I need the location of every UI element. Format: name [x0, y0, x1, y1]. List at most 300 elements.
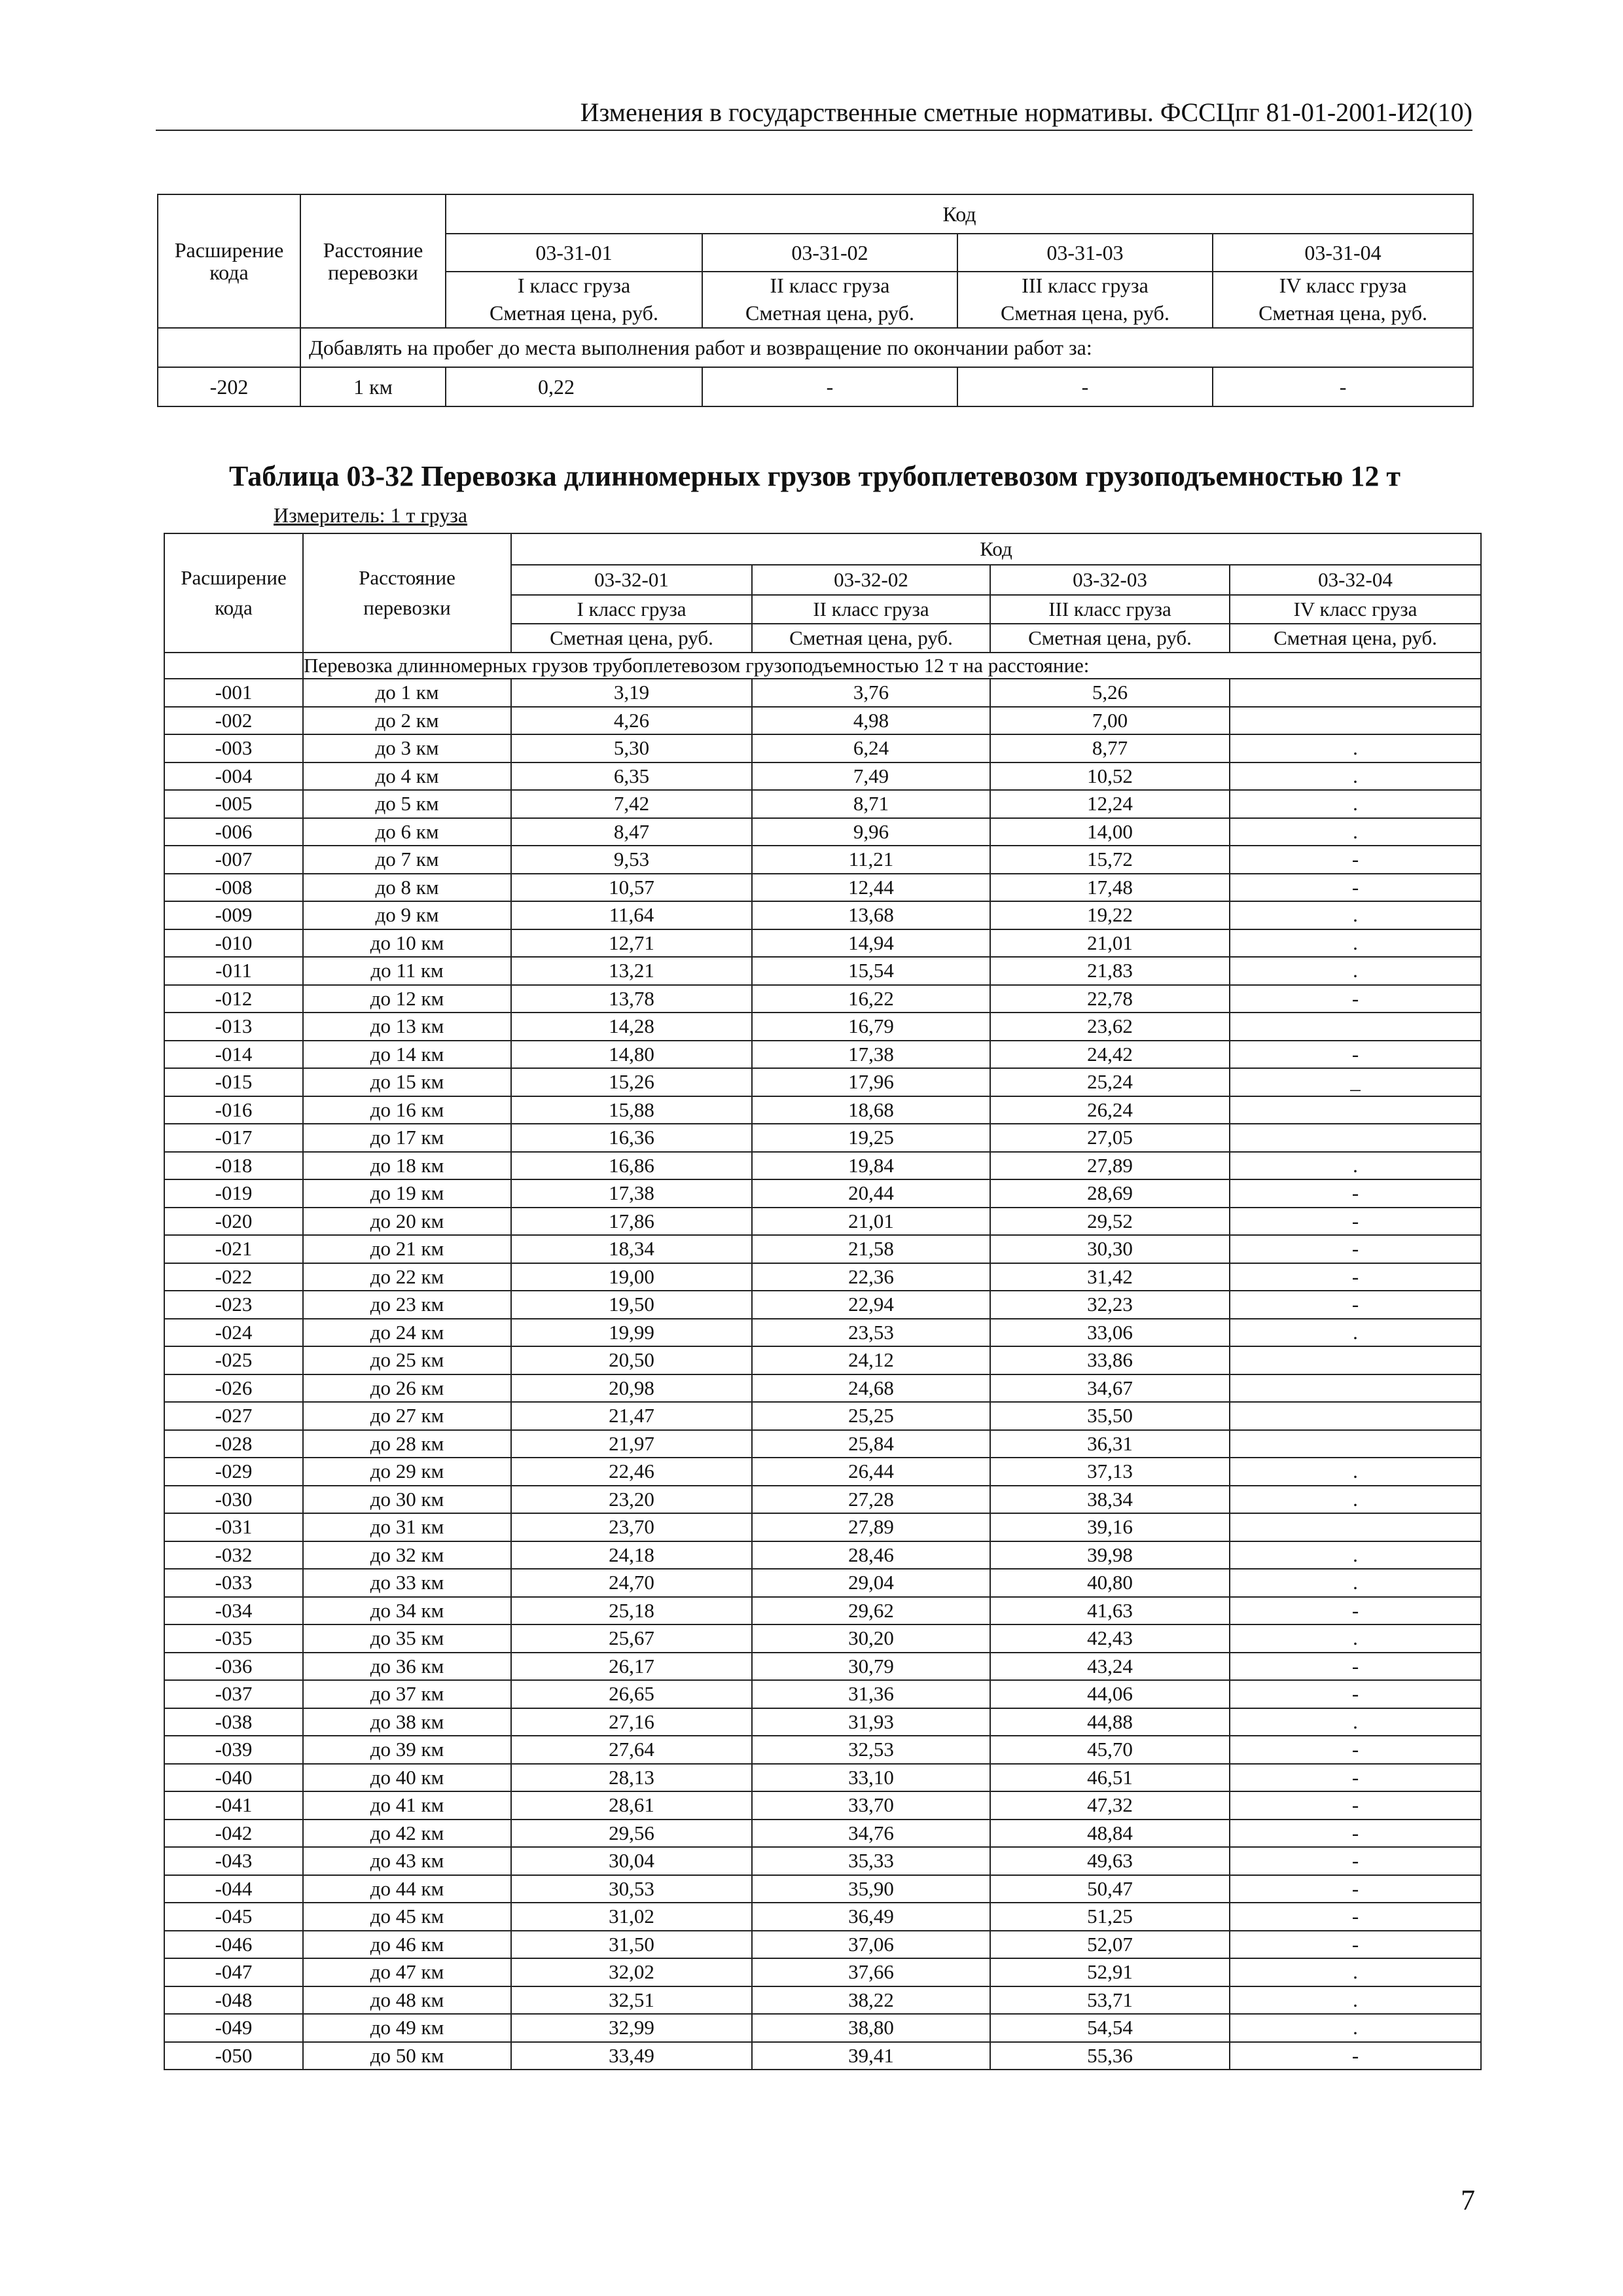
- ext-code-cell: -044: [164, 1875, 303, 1903]
- price-cell: .: [1230, 1319, 1481, 1347]
- price-cell: -: [1230, 1291, 1481, 1319]
- table-row: [164, 1263, 1481, 1291]
- ext-code-cell: -037: [164, 1680, 303, 1708]
- price-cell: 27,28: [752, 1486, 990, 1514]
- price-cell: 12,44: [752, 874, 990, 902]
- price-cell: 53,71: [990, 1986, 1230, 2015]
- price-cell: 14,28: [511, 1013, 752, 1041]
- price-cell: [1230, 1430, 1481, 1458]
- distance-cell: до 32 км: [303, 1541, 511, 1570]
- distance-cell: до 10 км: [303, 929, 511, 958]
- price-cell: .: [1230, 2014, 1481, 2042]
- price-cell: 25,24: [990, 1068, 1230, 1096]
- price-label-cell: Сметная цена, руб.: [702, 298, 957, 328]
- price-cell: 5,30: [511, 734, 752, 762]
- ext-code-cell: -010: [164, 929, 303, 958]
- distance-cell: до 27 км: [303, 1402, 511, 1430]
- price-cell: -: [1230, 1263, 1481, 1291]
- table-row: [164, 2014, 1481, 2042]
- price-cell: 9,53: [511, 846, 752, 874]
- table-row: [164, 1068, 1481, 1096]
- ext-code-cell: -012: [164, 985, 303, 1013]
- price-cell: 47,32: [990, 1791, 1230, 1820]
- code-cell: 03-32-01: [511, 565, 752, 595]
- running-header: Изменения в государственные сметные нормативы. ФССЦпг 81-01-2001-И2(10): [156, 98, 1472, 131]
- distance-cell: до 8 км: [303, 874, 511, 902]
- ext-code-cell: -027: [164, 1402, 303, 1430]
- distance-cell: до 6 км: [303, 818, 511, 846]
- ext-code-cell: -043: [164, 1847, 303, 1875]
- price-cell: 16,79: [752, 1013, 990, 1041]
- price-cell: 40,80: [990, 1569, 1230, 1597]
- ext-code-cell: -029: [164, 1458, 303, 1486]
- col-header-dist: Расстояние перевозки: [300, 194, 446, 328]
- price-cell: 7,42: [511, 790, 752, 818]
- price-cell: .: [1230, 1152, 1481, 1180]
- price-cell: 34,67: [990, 1374, 1230, 1403]
- price-cell: 32,02: [511, 1958, 752, 1986]
- distance-cell: до 34 км: [303, 1597, 511, 1625]
- table-row: [164, 707, 1481, 735]
- price-cell: 8,71: [752, 790, 990, 818]
- ext-code-cell: -047: [164, 1958, 303, 1986]
- price-cell: -: [702, 367, 957, 406]
- price-cell: 33,06: [990, 1319, 1230, 1347]
- ext-code-cell: -026: [164, 1374, 303, 1403]
- price-cell: 12,24: [990, 790, 1230, 818]
- price-cell: 25,18: [511, 1597, 752, 1625]
- price-cell: [1230, 1402, 1481, 1430]
- price-cell: 18,34: [511, 1235, 752, 1263]
- price-cell: 4,98: [752, 707, 990, 735]
- note-spacer: [164, 653, 303, 679]
- price-cell: 8,77: [990, 734, 1230, 762]
- price-cell: 30,30: [990, 1235, 1230, 1263]
- price-cell: 49,63: [990, 1847, 1230, 1875]
- price-cell: -: [1230, 1597, 1481, 1625]
- col-header-ext: Расширение кода: [158, 194, 300, 328]
- table-03-32: [164, 533, 1482, 2070]
- price-cell: .: [1230, 1708, 1481, 1736]
- code-cell: 03-31-02: [702, 234, 957, 272]
- distance-cell: до 11 км: [303, 957, 511, 985]
- distance-cell: до 39 км: [303, 1736, 511, 1764]
- price-cell: 33,70: [752, 1791, 990, 1820]
- class-cell: III класс груза: [957, 272, 1213, 298]
- price-cell: .: [1230, 1541, 1481, 1570]
- class-cell: IV класс груза: [1230, 595, 1481, 624]
- ext-code-cell: -013: [164, 1013, 303, 1041]
- price-cell: -: [1230, 1235, 1481, 1263]
- price-cell: 51,25: [990, 1903, 1230, 1931]
- price-cell: 6,35: [511, 762, 752, 791]
- table-row: [164, 1291, 1481, 1319]
- table-row: [164, 1152, 1481, 1180]
- price-cell: 23,20: [511, 1486, 752, 1514]
- table-row: [164, 846, 1481, 874]
- price-label-cell: Сметная цена, руб.: [1230, 624, 1481, 653]
- price-cell: 27,89: [752, 1513, 990, 1541]
- price-cell: 52,91: [990, 1958, 1230, 1986]
- price-cell: [1230, 679, 1481, 707]
- distance-cell: до 20 км: [303, 1208, 511, 1236]
- price-cell: 23,53: [752, 1319, 990, 1347]
- price-cell: 43,24: [990, 1653, 1230, 1681]
- distance-cell: до 5 км: [303, 790, 511, 818]
- price-cell: 35,90: [752, 1875, 990, 1903]
- price-cell: 31,42: [990, 1263, 1230, 1291]
- price-cell: [1230, 1124, 1481, 1152]
- distance-cell: до 50 км: [303, 2042, 511, 2070]
- price-label-cell: Сметная цена, руб.: [511, 624, 752, 653]
- price-cell: 46,51: [990, 1764, 1230, 1792]
- price-cell: 38,22: [752, 1986, 990, 2015]
- table-row: [158, 367, 1473, 406]
- distance-cell: до 17 км: [303, 1124, 511, 1152]
- distance-cell: до 3 км: [303, 734, 511, 762]
- table-row: [164, 1013, 1481, 1041]
- code-cell: 03-31-04: [1213, 234, 1473, 272]
- price-cell: 36,31: [990, 1430, 1230, 1458]
- price-cell: 29,62: [752, 1597, 990, 1625]
- distance-cell: до 38 км: [303, 1708, 511, 1736]
- ext-code-cell: -038: [164, 1708, 303, 1736]
- price-cell: -: [1230, 1903, 1481, 1931]
- price-cell: 31,93: [752, 1708, 990, 1736]
- price-cell: 15,26: [511, 1068, 752, 1096]
- price-cell: 33,49: [511, 2042, 752, 2070]
- distance-cell: до 16 км: [303, 1096, 511, 1124]
- class-cell: IV класс груза: [1213, 272, 1473, 298]
- distance-cell: до 23 км: [303, 1291, 511, 1319]
- price-cell: 20,98: [511, 1374, 752, 1403]
- price-cell: 26,17: [511, 1653, 752, 1681]
- price-cell: .: [1230, 1624, 1481, 1653]
- price-cell: 24,68: [752, 1374, 990, 1403]
- class-cell: I класс груза: [446, 272, 702, 298]
- ext-code-cell: -034: [164, 1597, 303, 1625]
- price-cell: 17,48: [990, 874, 1230, 902]
- distance-cell: до 46 км: [303, 1931, 511, 1959]
- table-row: [164, 929, 1481, 958]
- price-cell: 24,42: [990, 1041, 1230, 1069]
- distance-cell: до 40 км: [303, 1764, 511, 1792]
- price-cell: [1230, 1013, 1481, 1041]
- ext-code-cell: -042: [164, 1820, 303, 1848]
- price-cell: 27,05: [990, 1124, 1230, 1152]
- table-body: [164, 679, 1481, 2070]
- col-header-code: Код: [511, 533, 1481, 565]
- price-cell: 9,96: [752, 818, 990, 846]
- ext-code-cell: -006: [164, 818, 303, 846]
- distance-cell: до 9 км: [303, 901, 511, 929]
- table-row: [164, 1708, 1481, 1736]
- price-label-cell: Сметная цена, руб.: [752, 624, 990, 653]
- price-cell: 27,16: [511, 1708, 752, 1736]
- price-cell: 30,20: [752, 1624, 990, 1653]
- price-cell: 17,86: [511, 1208, 752, 1236]
- ext-code-cell: -049: [164, 2014, 303, 2042]
- price-cell: -: [1230, 1764, 1481, 1792]
- price-cell: 27,64: [511, 1736, 752, 1764]
- price-cell: 39,16: [990, 1513, 1230, 1541]
- price-cell: 19,84: [752, 1152, 990, 1180]
- distance-cell: до 26 км: [303, 1374, 511, 1403]
- table-row: [164, 1041, 1481, 1069]
- price-cell: 50,47: [990, 1875, 1230, 1903]
- price-cell: .: [1230, 1458, 1481, 1486]
- price-cell: 32,23: [990, 1291, 1230, 1319]
- price-cell: 30,79: [752, 1653, 990, 1681]
- section-note: Перевозка длинномерных грузов трубоплетевозом грузоподъемностью 12 т на расстояние:: [303, 653, 1481, 679]
- ext-code-cell: -040: [164, 1764, 303, 1792]
- distance-cell: до 48 км: [303, 1986, 511, 2015]
- table-row: [164, 1486, 1481, 1514]
- distance-cell: до 19 км: [303, 1179, 511, 1208]
- distance-cell: до 29 км: [303, 1458, 511, 1486]
- price-cell: 25,84: [752, 1430, 990, 1458]
- table-row: [164, 1179, 1481, 1208]
- ext-code-cell: -035: [164, 1624, 303, 1653]
- table-row: [164, 1430, 1481, 1458]
- price-cell: 17,38: [511, 1179, 752, 1208]
- price-cell: 22,46: [511, 1458, 752, 1486]
- distance-cell: до 49 км: [303, 2014, 511, 2042]
- price-cell: .: [1230, 818, 1481, 846]
- note-spacer: [158, 328, 300, 367]
- price-cell: 21,97: [511, 1430, 752, 1458]
- price-cell: 15,88: [511, 1096, 752, 1124]
- ext-code-cell: -001: [164, 679, 303, 707]
- table-row: [164, 1374, 1481, 1403]
- ext-code-cell: -048: [164, 1986, 303, 2015]
- price-cell: 10,57: [511, 874, 752, 902]
- price-cell: -: [1230, 1179, 1481, 1208]
- table-row: [164, 1680, 1481, 1708]
- table-row: [164, 1875, 1481, 1903]
- price-cell: 22,36: [752, 1263, 990, 1291]
- price-cell: .: [1230, 734, 1481, 762]
- ext-code-cell: -022: [164, 1263, 303, 1291]
- price-cell: 13,21: [511, 957, 752, 985]
- price-cell: 14,00: [990, 818, 1230, 846]
- price-cell: 17,96: [752, 1068, 990, 1096]
- price-cell: 37,06: [752, 1931, 990, 1959]
- price-cell: .: [1230, 929, 1481, 958]
- ext-code-cell: -019: [164, 1179, 303, 1208]
- price-cell: 29,04: [752, 1569, 990, 1597]
- ext-code-cell: -002: [164, 707, 303, 735]
- price-cell: 33,86: [990, 1346, 1230, 1374]
- ext-code-cell: -009: [164, 901, 303, 929]
- price-cell: .: [1230, 790, 1481, 818]
- price-cell: 22,78: [990, 985, 1230, 1013]
- price-cell: .: [1230, 901, 1481, 929]
- price-cell: 52,07: [990, 1931, 1230, 1959]
- ext-code-cell: -007: [164, 846, 303, 874]
- distance-cell: до 24 км: [303, 1319, 511, 1347]
- price-cell: -: [1213, 367, 1473, 406]
- price-cell: 35,50: [990, 1402, 1230, 1430]
- price-cell: -: [1230, 846, 1481, 874]
- table-row: [164, 1541, 1481, 1570]
- price-cell: -: [1230, 1847, 1481, 1875]
- price-cell: 19,22: [990, 901, 1230, 929]
- distance-cell: до 7 км: [303, 846, 511, 874]
- ext-code-cell: -008: [164, 874, 303, 902]
- code-cell: 03-32-03: [990, 565, 1230, 595]
- price-cell: 13,78: [511, 985, 752, 1013]
- distance-cell: до 14 км: [303, 1041, 511, 1069]
- price-cell: .: [1230, 1486, 1481, 1514]
- ext-code-cell: -018: [164, 1152, 303, 1180]
- code-cell: 03-31-03: [957, 234, 1213, 272]
- distance-cell: до 45 км: [303, 1903, 511, 1931]
- price-cell: 28,69: [990, 1179, 1230, 1208]
- ext-code-cell: -033: [164, 1569, 303, 1597]
- price-cell: 35,33: [752, 1847, 990, 1875]
- table-row: [164, 1847, 1481, 1875]
- price-cell: 21,47: [511, 1402, 752, 1430]
- ext-code-cell: -032: [164, 1541, 303, 1570]
- price-cell: 21,58: [752, 1235, 990, 1263]
- price-cell: 8,47: [511, 818, 752, 846]
- price-cell: 19,00: [511, 1263, 752, 1291]
- price-cell: 37,66: [752, 1958, 990, 1986]
- price-cell: -: [1230, 985, 1481, 1013]
- ext-code-cell: -005: [164, 790, 303, 818]
- price-cell: 25,25: [752, 1402, 990, 1430]
- price-cell: -: [1230, 1736, 1481, 1764]
- price-cell: 38,34: [990, 1486, 1230, 1514]
- table-row: [164, 1569, 1481, 1597]
- price-cell: 44,88: [990, 1708, 1230, 1736]
- col-header-dist: Расстояние перевозки: [303, 533, 511, 653]
- price-cell: 36,49: [752, 1903, 990, 1931]
- table-row: [164, 2042, 1481, 2070]
- price-cell: 42,43: [990, 1624, 1230, 1653]
- price-cell: 21,83: [990, 957, 1230, 985]
- code-cell: 03-31-01: [446, 234, 702, 272]
- price-label-cell: Сметная цена, руб.: [957, 298, 1213, 328]
- price-cell: 41,63: [990, 1597, 1230, 1625]
- price-cell: [1230, 1346, 1481, 1374]
- price-cell: 14,94: [752, 929, 990, 958]
- price-cell: .: [1230, 762, 1481, 791]
- table-03-31-continuation: [157, 194, 1474, 407]
- ext-code-cell: -004: [164, 762, 303, 791]
- price-cell: [1230, 1096, 1481, 1124]
- price-cell: 44,06: [990, 1680, 1230, 1708]
- table-row: [164, 1208, 1481, 1236]
- distance-cell: до 22 км: [303, 1263, 511, 1291]
- table-row: [164, 762, 1481, 791]
- price-cell: 6,24: [752, 734, 990, 762]
- price-cell: 7,00: [990, 707, 1230, 735]
- class-cell: II класс груза: [702, 272, 957, 298]
- price-cell: 11,64: [511, 901, 752, 929]
- distance-cell: до 41 км: [303, 1791, 511, 1820]
- price-cell: 28,61: [511, 1791, 752, 1820]
- code-cell: 03-32-04: [1230, 565, 1481, 595]
- page-number: 7: [1461, 2184, 1475, 2216]
- class-cell: III класс груза: [990, 595, 1230, 624]
- price-cell: 32,99: [511, 2014, 752, 2042]
- price-cell: 7,49: [752, 762, 990, 791]
- class-cell: I класс груза: [511, 595, 752, 624]
- ext-code-cell: -017: [164, 1124, 303, 1152]
- price-cell: 21,01: [990, 929, 1230, 958]
- measure-unit: Измеритель: 1 т груза: [274, 503, 468, 527]
- distance-cell: 1 км: [300, 367, 446, 406]
- price-cell: .: [1230, 1958, 1481, 1986]
- distance-cell: до 44 км: [303, 1875, 511, 1903]
- price-cell: 16,22: [752, 985, 990, 1013]
- price-cell: 19,50: [511, 1291, 752, 1319]
- distance-cell: до 25 км: [303, 1346, 511, 1374]
- table-row: [164, 734, 1481, 762]
- price-cell: 16,36: [511, 1124, 752, 1152]
- distance-cell: до 2 км: [303, 707, 511, 735]
- price-cell: 23,62: [990, 1013, 1230, 1041]
- col-header-ext: Расширение кода: [164, 533, 303, 653]
- price-cell: 24,70: [511, 1569, 752, 1597]
- price-cell: .: [1230, 957, 1481, 985]
- table-row: [164, 1986, 1481, 2015]
- price-cell: .: [1230, 1986, 1481, 2015]
- ext-code-cell: -021: [164, 1235, 303, 1263]
- ext-code-cell: -041: [164, 1791, 303, 1820]
- table-row: [164, 1513, 1481, 1541]
- price-cell: 54,54: [990, 2014, 1230, 2042]
- price-cell: 30,53: [511, 1875, 752, 1903]
- price-cell: -: [957, 367, 1213, 406]
- table-row: [164, 1931, 1481, 1959]
- price-cell: 21,01: [752, 1208, 990, 1236]
- table-row: [164, 1736, 1481, 1764]
- table-row: [164, 1597, 1481, 1625]
- price-cell: 20,44: [752, 1179, 990, 1208]
- price-cell: [1230, 1374, 1481, 1403]
- price-cell: 15,54: [752, 957, 990, 985]
- price-label-cell: Сметная цена, руб.: [446, 298, 702, 328]
- price-cell: 4,26: [511, 707, 752, 735]
- price-cell: 15,72: [990, 846, 1230, 874]
- table-row: [164, 985, 1481, 1013]
- price-cell: 18,68: [752, 1096, 990, 1124]
- col-header-code: Код: [446, 194, 1473, 234]
- price-cell: -: [1230, 1820, 1481, 1848]
- ext-code-cell: -023: [164, 1291, 303, 1319]
- price-cell: 16,86: [511, 1152, 752, 1180]
- price-cell: 20,50: [511, 1346, 752, 1374]
- price-cell: 31,02: [511, 1903, 752, 1931]
- ext-code-cell: -020: [164, 1208, 303, 1236]
- ext-code-cell: -016: [164, 1096, 303, 1124]
- distance-cell: до 43 км: [303, 1847, 511, 1875]
- price-cell: 28,46: [752, 1541, 990, 1570]
- distance-cell: до 15 км: [303, 1068, 511, 1096]
- table-row: [164, 1903, 1481, 1931]
- price-cell: 23,70: [511, 1513, 752, 1541]
- price-cell: 19,99: [511, 1319, 752, 1347]
- price-cell: 32,51: [511, 1986, 752, 2015]
- table-row: [164, 1764, 1481, 1792]
- distance-cell: до 12 км: [303, 985, 511, 1013]
- table-row: [164, 1791, 1481, 1820]
- price-cell: 29,52: [990, 1208, 1230, 1236]
- distance-cell: до 1 км: [303, 679, 511, 707]
